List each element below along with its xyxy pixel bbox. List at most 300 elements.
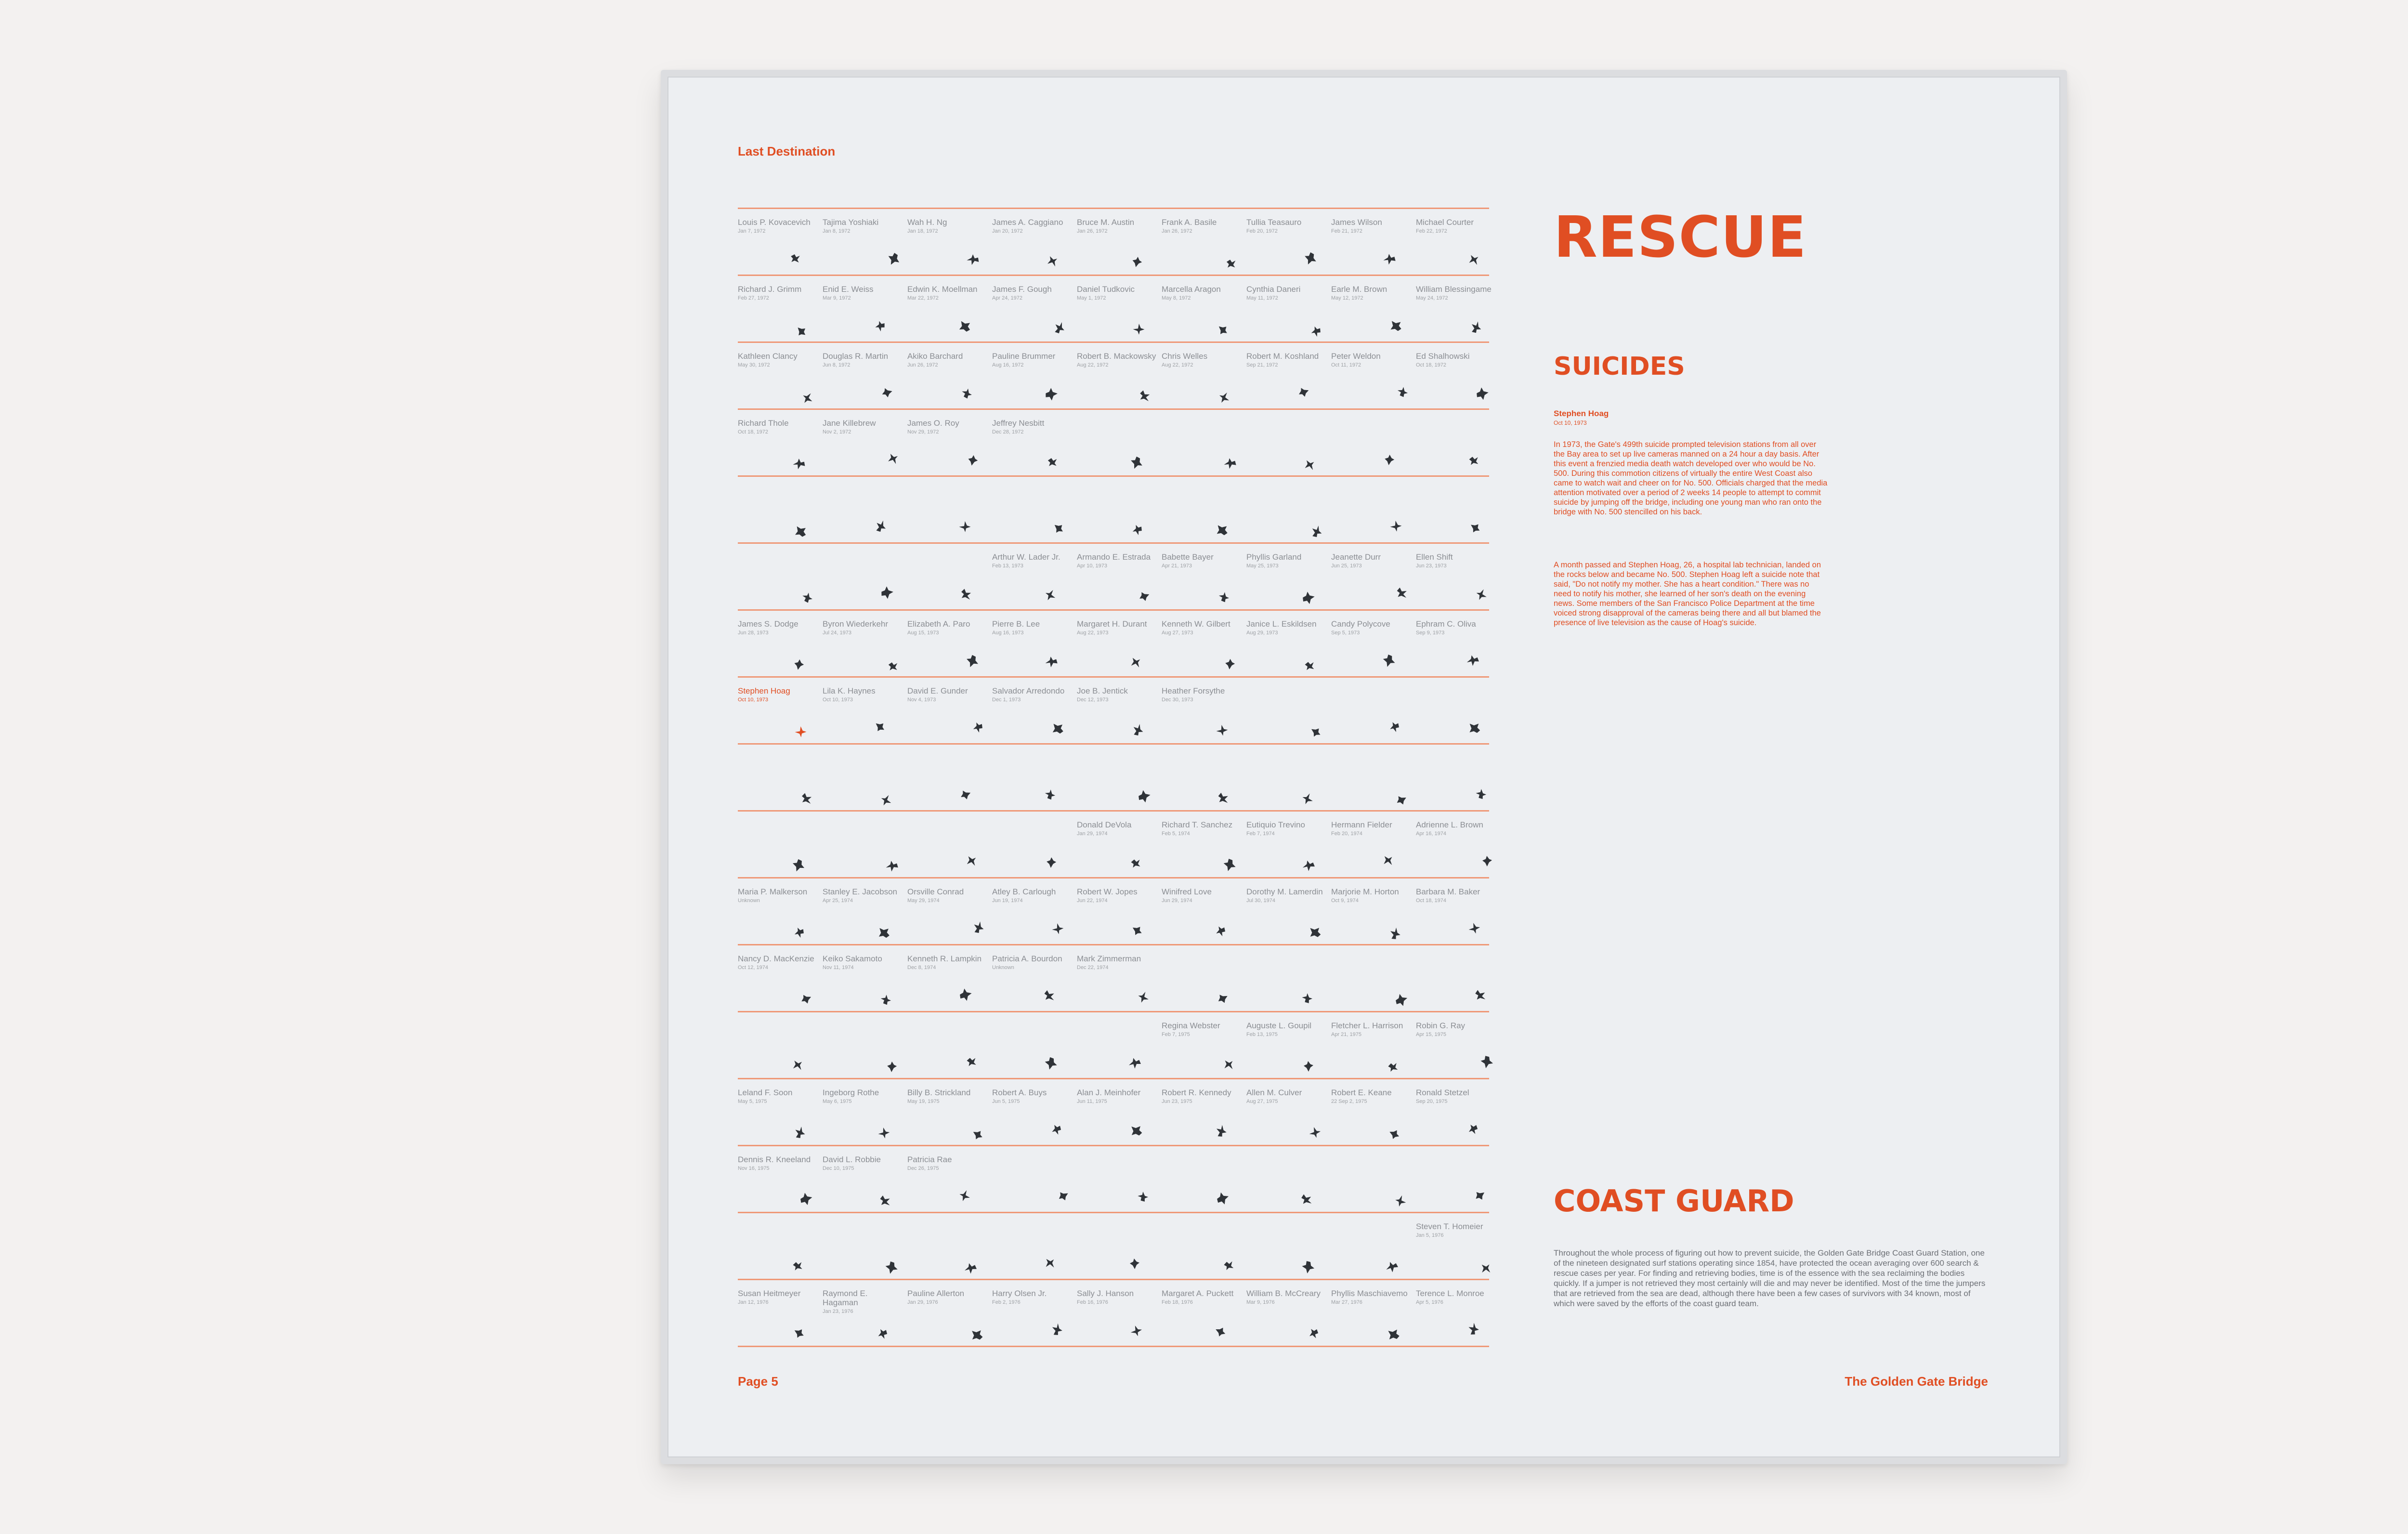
name-cell: [823, 218, 904, 272]
death-date: Apr 21, 1973: [1162, 563, 1192, 569]
falling-figure-icon: [1304, 251, 1317, 265]
person-name: Cynthia Daneri: [1246, 285, 1301, 294]
person-name: Joe B. Jentick: [1077, 686, 1128, 695]
death-date: Jan 23, 1976: [823, 1309, 853, 1314]
death-date: Oct 10, 1973: [823, 697, 853, 703]
name-cell: [1246, 1088, 1328, 1142]
death-date: Jun 25, 1973: [1331, 563, 1362, 569]
falling-figure-icon: [1467, 253, 1481, 267]
death-date: May 8, 1972: [1162, 295, 1191, 301]
falling-figure-icon: [790, 253, 800, 263]
name-cell: [1246, 954, 1328, 1008]
falling-figure-icon: [1475, 990, 1486, 1000]
person-name: Robert R. Kennedy: [1162, 1088, 1231, 1097]
name-row: [738, 1279, 1489, 1347]
falling-figure-icon: [972, 921, 984, 934]
name-cell: [1246, 352, 1328, 406]
death-date: Sep 21, 1972: [1246, 362, 1278, 368]
name-cell: [1331, 753, 1413, 807]
death-date: Jan 5, 1976: [1416, 1232, 1444, 1238]
falling-figure-icon: [1301, 1259, 1315, 1274]
person-name: Billy B. Strickland: [907, 1088, 971, 1097]
name-cell: [1162, 1155, 1243, 1209]
falling-figure-icon: [1053, 724, 1064, 734]
person-name: Auguste L. Goupil: [1246, 1021, 1312, 1030]
person-name: James O. Roy: [907, 419, 959, 428]
death-date: May 30, 1972: [738, 362, 770, 368]
name-cell: [1246, 1289, 1328, 1343]
person-name: Robert B. Mackowsky: [1077, 352, 1156, 361]
person-name: Jane Killebrew: [823, 419, 876, 428]
name-cell: [1246, 686, 1328, 740]
death-date: Jan 7, 1972: [738, 228, 766, 234]
person-name: Robert E. Keane: [1331, 1088, 1392, 1097]
falling-figure-icon: [802, 392, 812, 403]
name-cell: [1416, 820, 1498, 874]
falling-figure-icon: [1217, 590, 1230, 605]
name-cell: [1331, 218, 1413, 272]
name-cell: [738, 1222, 820, 1276]
name-cell: [738, 352, 820, 406]
subject-name: Stephen Hoag: [1554, 409, 1609, 418]
person-name: Donald DeVola: [1077, 820, 1132, 829]
name-cell: [738, 285, 820, 339]
falling-figure-icon: [1130, 1259, 1139, 1269]
name-cell: [738, 954, 820, 1008]
death-date: Apr 24, 1972: [992, 295, 1022, 301]
person-name: Steven T. Homeier: [1416, 1222, 1483, 1231]
falling-figure-icon: [1469, 321, 1481, 334]
falling-figure-icon: [970, 1128, 984, 1142]
person-name: Louis P. Kovacevich: [738, 218, 811, 227]
name-cell: [738, 1289, 820, 1343]
falling-figure-icon: [1216, 323, 1230, 337]
name-cell: [1331, 1222, 1413, 1276]
name-cell: [1077, 686, 1159, 740]
person-name: Robert M. Koshland: [1246, 352, 1319, 361]
falling-figure-icon: [879, 1195, 891, 1206]
name-cell: [823, 887, 904, 941]
death-date: Aug 16, 1972: [992, 362, 1024, 368]
falling-figure-icon: [800, 792, 813, 804]
death-date: Dec 8, 1974: [907, 965, 936, 970]
person-name: Alan J. Meinhofer: [1077, 1088, 1141, 1097]
name-cell: [907, 753, 989, 807]
name-cell: [1416, 887, 1498, 941]
falling-figure-icon: [960, 387, 974, 401]
death-date: Feb 13, 1973: [992, 563, 1023, 569]
person-name: Akiko Barchard: [907, 352, 963, 361]
name-cell: [1246, 419, 1328, 472]
death-date: May 25, 1973: [1246, 563, 1279, 569]
name-cell: [1162, 619, 1243, 673]
death-date: Aug 27, 1973: [1162, 630, 1193, 636]
person-name: Marcella Aragon: [1162, 285, 1221, 294]
name-row: [738, 743, 1489, 810]
death-date: Feb 2, 1976: [992, 1299, 1021, 1305]
name-cell: [738, 552, 820, 606]
name-cell: [1162, 485, 1243, 539]
falling-figure-icon: [1045, 655, 1059, 669]
person-name: Hermann Fielder: [1331, 820, 1392, 829]
falling-figure-icon: [1479, 1054, 1493, 1069]
name-cell: [992, 1155, 1074, 1209]
death-date: Feb 21, 1972: [1331, 228, 1362, 234]
person-name: Atley B. Carlough: [992, 887, 1056, 896]
name-row: [738, 341, 1489, 408]
death-date: Feb 7, 1974: [1246, 831, 1275, 837]
name-cell: [1162, 1021, 1243, 1075]
falling-figure-icon: [1222, 1259, 1235, 1272]
death-date: Mar 22, 1972: [907, 295, 939, 301]
name-cell: [907, 485, 989, 539]
suicides-paragraph-2: A month passed and Stephen Hoag, 26, a hospital lab technician, landed on the rocks below and became No. 500. Stephen Hoag left a suicide note that said, "Do not notify my mother. She has a heart condition." There was no need to notify his mother, she learned of her son's death on the evening news. Some members of the San Francisco Police Department at the time voiced strong disapproval of the cameras being there and all but blamed the presence of live television as the cause of Hoag's suicide.: [1554, 561, 1821, 627]
falling-figure-icon: [1310, 525, 1322, 538]
falling-figure-icon: [965, 1056, 978, 1068]
name-cell: [907, 419, 989, 472]
person-name: Margaret H. Durant: [1077, 619, 1147, 629]
falling-figure-icon: [958, 988, 972, 1002]
name-cell: [992, 485, 1074, 539]
person-name: Richard J. Grimm: [738, 285, 802, 294]
death-date: Feb 22, 1972: [1416, 228, 1447, 234]
death-date: Jun 23, 1975: [1162, 1099, 1192, 1104]
name-cell: [738, 218, 820, 272]
death-date: Dec 10, 1975: [823, 1166, 854, 1171]
person-name: Edwin K. Moellman: [907, 285, 978, 294]
falling-figure-icon: [1214, 1125, 1227, 1138]
person-name: David L. Robbie: [823, 1155, 881, 1164]
death-date: May 29, 1974: [907, 898, 940, 904]
person-name: Tajima Yoshiaki: [823, 218, 879, 227]
name-cell: [738, 1021, 820, 1075]
name-cell: [907, 552, 989, 606]
person-name: Kenneth W. Gilbert: [1162, 619, 1230, 629]
name-cell: [1331, 954, 1413, 1008]
name-cell: [1246, 1021, 1328, 1075]
death-date: Apr 5, 1976: [1416, 1299, 1443, 1305]
falling-figure-icon: [959, 321, 971, 332]
falling-figure-icon: [1046, 857, 1057, 868]
person-name: Pauline Allerton: [907, 1289, 965, 1298]
falling-figure-icon: [1476, 589, 1487, 600]
death-date: Jan 26, 1972: [1162, 228, 1192, 234]
name-cell: [1162, 352, 1243, 406]
name-cell: [1246, 485, 1328, 539]
person-name: James S. Dodge: [738, 619, 798, 629]
falling-figure-icon: [879, 586, 893, 600]
name-cell: [1246, 820, 1328, 874]
name-cell: [1077, 1289, 1159, 1343]
name-row: [738, 408, 1489, 475]
falling-figure-icon: [799, 1193, 812, 1206]
name-cell: [1416, 1222, 1498, 1276]
person-name: Ronald Stetzel: [1416, 1088, 1469, 1097]
name-cell: [1246, 619, 1328, 673]
death-date: Jun 26, 1972: [907, 362, 938, 368]
name-cell: [907, 619, 989, 673]
name-cell: [1416, 552, 1498, 606]
falling-figure-icon: [1301, 591, 1315, 605]
name-cell: [1162, 285, 1243, 339]
person-name: Salvador Arredondo: [992, 686, 1065, 695]
death-date: Aug 22, 1972: [1162, 362, 1193, 368]
death-date: Apr 21, 1975: [1331, 1032, 1361, 1037]
death-date: Mar 9, 1976: [1246, 1299, 1275, 1305]
death-date: Dec 1, 1973: [992, 697, 1021, 703]
name-cell: [1162, 1088, 1243, 1142]
coast-guard-title: COAST GUARD: [1554, 1183, 1794, 1219]
falling-figure-icon: [1129, 656, 1143, 669]
name-cell: [1077, 218, 1159, 272]
death-date: Dec 26, 1975: [907, 1166, 939, 1171]
name-row: [738, 676, 1489, 743]
falling-figure-icon: [1216, 992, 1230, 1005]
name-cell: [823, 1155, 904, 1209]
name-cell: [1331, 552, 1413, 606]
person-name: Allen M. Culver: [1246, 1088, 1302, 1097]
falling-figure-icon: [1466, 1322, 1480, 1336]
poster: [667, 77, 2060, 1457]
death-date: Aug 29, 1973: [1246, 630, 1278, 636]
person-name: Regina Webster: [1162, 1021, 1220, 1030]
page-number: Page 5: [738, 1374, 778, 1389]
falling-figure-icon: [964, 1261, 978, 1276]
name-cell: [992, 1289, 1074, 1343]
falling-figure-icon: [887, 661, 899, 672]
falling-figure-icon: [1051, 1123, 1063, 1136]
falling-figure-icon: [1044, 1257, 1057, 1270]
name-cell: [823, 419, 904, 472]
death-date: Sep 20, 1975: [1416, 1099, 1448, 1104]
death-date: Jun 22, 1974: [1077, 898, 1108, 904]
falling-figure-icon: [1216, 1192, 1229, 1206]
death-date: May 24, 1972: [1416, 295, 1448, 301]
name-cell: [1331, 352, 1413, 406]
name-cell: [992, 820, 1074, 874]
falling-figure-icon: [794, 324, 809, 339]
name-cell: [1246, 753, 1328, 807]
name-cell: [1416, 753, 1498, 807]
person-name: Byron Wiederkehr: [823, 619, 889, 629]
name-cell: [1162, 820, 1243, 874]
falling-figure-icon: [1388, 927, 1401, 941]
falling-figure-icon: [1136, 1190, 1150, 1205]
person-name: Patricia A. Bourdon: [992, 954, 1062, 963]
falling-figure-icon: [1475, 387, 1489, 401]
name-cell: [1162, 686, 1243, 740]
death-date: Feb 20, 1972: [1246, 228, 1278, 234]
name-row: [738, 877, 1489, 944]
death-date: Aug 16, 1973: [992, 630, 1024, 636]
name-cell: [1416, 619, 1498, 673]
falling-figure-icon: [1050, 922, 1065, 936]
person-name: Ed Shalhowski: [1416, 352, 1470, 361]
falling-figure-icon: [1215, 723, 1229, 737]
name-cell: [907, 887, 989, 941]
name-cell: [1162, 1289, 1243, 1343]
person-name: Margaret A. Puckett: [1162, 1289, 1234, 1298]
death-date: Aug 15, 1973: [907, 630, 939, 636]
name-cell: [1246, 887, 1328, 941]
falling-figure-icon: [966, 253, 981, 267]
death-date: Feb 16, 1976: [1077, 1299, 1108, 1305]
falling-figure-icon: [1394, 994, 1407, 1007]
person-name: Kenneth R. Lampkin: [907, 954, 982, 963]
death-date: 22 Sep 2, 1975: [1331, 1099, 1367, 1104]
death-date: Aug 22, 1972: [1077, 362, 1109, 368]
death-date: Feb 7, 1975: [1162, 1032, 1190, 1037]
falling-figure-icon: [792, 858, 805, 872]
death-date: Sep 9, 1973: [1416, 630, 1445, 636]
name-cell: [1331, 887, 1413, 941]
name-cell: [1077, 1155, 1159, 1209]
name-cell: [1077, 954, 1159, 1008]
name-cell: [992, 887, 1074, 941]
name-cell: [992, 1088, 1074, 1142]
poster-frame: [661, 70, 2067, 1464]
person-name: David E. Gunder: [907, 686, 968, 695]
person-name: Barbara M. Baker: [1416, 887, 1480, 896]
name-cell: [1077, 619, 1159, 673]
name-cell: [907, 1222, 989, 1276]
death-date: Aug 27, 1975: [1246, 1099, 1278, 1104]
name-cell: [1077, 1088, 1159, 1142]
person-name: Wah H. Ng: [907, 218, 947, 227]
person-name: Leland F. Soon: [738, 1088, 793, 1097]
falling-figure-icon: [1386, 1260, 1400, 1274]
falling-figure-icon: [1128, 1056, 1142, 1071]
name-cell: [1416, 485, 1498, 539]
person-name: Pauline Brummer: [992, 352, 1056, 361]
person-name: Michael Courter: [1416, 218, 1474, 227]
death-date: Oct 11, 1972: [1331, 362, 1361, 368]
name-cell: [907, 1088, 989, 1142]
name-cell: [992, 1021, 1074, 1075]
falling-figure-icon: [959, 1189, 970, 1201]
falling-figure-icon: [1047, 457, 1058, 467]
falling-figure-icon: [1395, 385, 1409, 400]
name-cell: [823, 1289, 904, 1343]
person-name: Robin G. Ray: [1416, 1021, 1466, 1030]
name-cell: [1331, 1088, 1413, 1142]
falling-figure-icon: [1215, 925, 1227, 937]
falling-figure-icon: [1394, 1194, 1406, 1207]
name-cell: [738, 1155, 820, 1209]
death-date: Jan 18, 1972: [907, 228, 938, 234]
death-date: Oct 18, 1974: [1416, 898, 1446, 904]
falling-figure-icon: [1051, 521, 1066, 536]
person-name: Kathleen Clancy: [738, 352, 798, 361]
name-cell: [1416, 1021, 1498, 1075]
name-cell: [738, 419, 820, 472]
name-cell: [738, 485, 820, 539]
name-cell: [823, 552, 904, 606]
falling-figure-icon: [1132, 323, 1146, 336]
person-name: Harry Olsen Jr.: [992, 1289, 1047, 1298]
name-row: [738, 208, 1489, 275]
falling-figure-icon: [885, 859, 900, 874]
person-name: Pierre B. Lee: [992, 619, 1040, 629]
person-name: Mark Zimmerman: [1077, 954, 1141, 963]
name-cell: [1162, 218, 1243, 272]
name-cell: [992, 1222, 1074, 1276]
person-name: Robert W. Jopes: [1077, 887, 1138, 896]
falling-figure-icon: [793, 1126, 806, 1139]
falling-figure-icon: [1044, 387, 1058, 402]
falling-figure-icon: [877, 1126, 891, 1140]
name-cell: [992, 285, 1074, 339]
death-date: Unknown: [738, 898, 760, 904]
name-cell: [738, 619, 820, 673]
falling-figure-icon: [881, 794, 891, 805]
falling-figure-icon: [791, 1259, 804, 1272]
name-cell: [1162, 753, 1243, 807]
person-name: Winifred Love: [1162, 887, 1212, 896]
name-cell: [823, 1021, 904, 1075]
falling-figure-icon: [965, 854, 979, 867]
name-cell: [823, 954, 904, 1008]
name-cell: [1246, 218, 1328, 272]
falling-figure-icon: [1046, 590, 1056, 601]
name-cell: [1077, 485, 1159, 539]
name-cell: [823, 485, 904, 539]
name-cell: [1246, 1155, 1328, 1209]
falling-figure-icon: [1131, 256, 1143, 268]
person-name: James F. Gough: [992, 285, 1052, 294]
person-name: Patricia Rae: [907, 1155, 952, 1164]
falling-figure-icon: [1473, 1189, 1487, 1203]
name-row: [738, 1212, 1489, 1279]
name-cell: [907, 686, 989, 740]
name-cell: [992, 619, 1074, 673]
falling-figure-icon: [792, 1326, 806, 1340]
falling-figure-icon: [1129, 857, 1142, 869]
name-cell: [823, 753, 904, 807]
death-date: Nov 4, 1973: [907, 697, 936, 703]
falling-figure-icon: [1308, 1126, 1322, 1140]
footer-title: The Golden Gate Bridge: [1845, 1374, 1988, 1389]
person-name: Bruce M. Austin: [1077, 218, 1135, 227]
name-row: [738, 609, 1489, 676]
name-cell: [1162, 552, 1243, 606]
name-cell: [1162, 887, 1243, 941]
person-name: Adrienne L. Brown: [1416, 820, 1483, 829]
name-cell: [823, 285, 904, 339]
person-name: Enid E. Weiss: [823, 285, 874, 294]
death-date: Dec 30, 1973: [1162, 697, 1193, 703]
falling-figure-icon: [1386, 1061, 1399, 1073]
name-cell: [823, 1222, 904, 1276]
person-name: William Blessingame: [1416, 285, 1492, 294]
person-name: Janice L. Eskildsen: [1246, 619, 1317, 629]
falling-figure-icon: [1222, 1059, 1235, 1071]
name-row: [738, 1011, 1489, 1078]
person-name: Daniel Tudkovic: [1077, 285, 1135, 294]
name-cell: [738, 820, 820, 874]
name-cell: [1416, 218, 1498, 272]
falling-figure-icon: [888, 252, 900, 265]
falling-figure-icon: [1467, 455, 1479, 466]
falling-figure-icon: [1304, 1061, 1313, 1072]
falling-figure-icon: [1469, 723, 1480, 733]
falling-figure-icon: [1130, 924, 1144, 938]
name-cell: [1331, 285, 1413, 339]
death-date: Oct 9, 1974: [1331, 898, 1359, 904]
falling-figure-icon: [1383, 252, 1397, 267]
death-date: Feb 20, 1974: [1331, 831, 1362, 837]
falling-figure-icon: [959, 788, 972, 801]
